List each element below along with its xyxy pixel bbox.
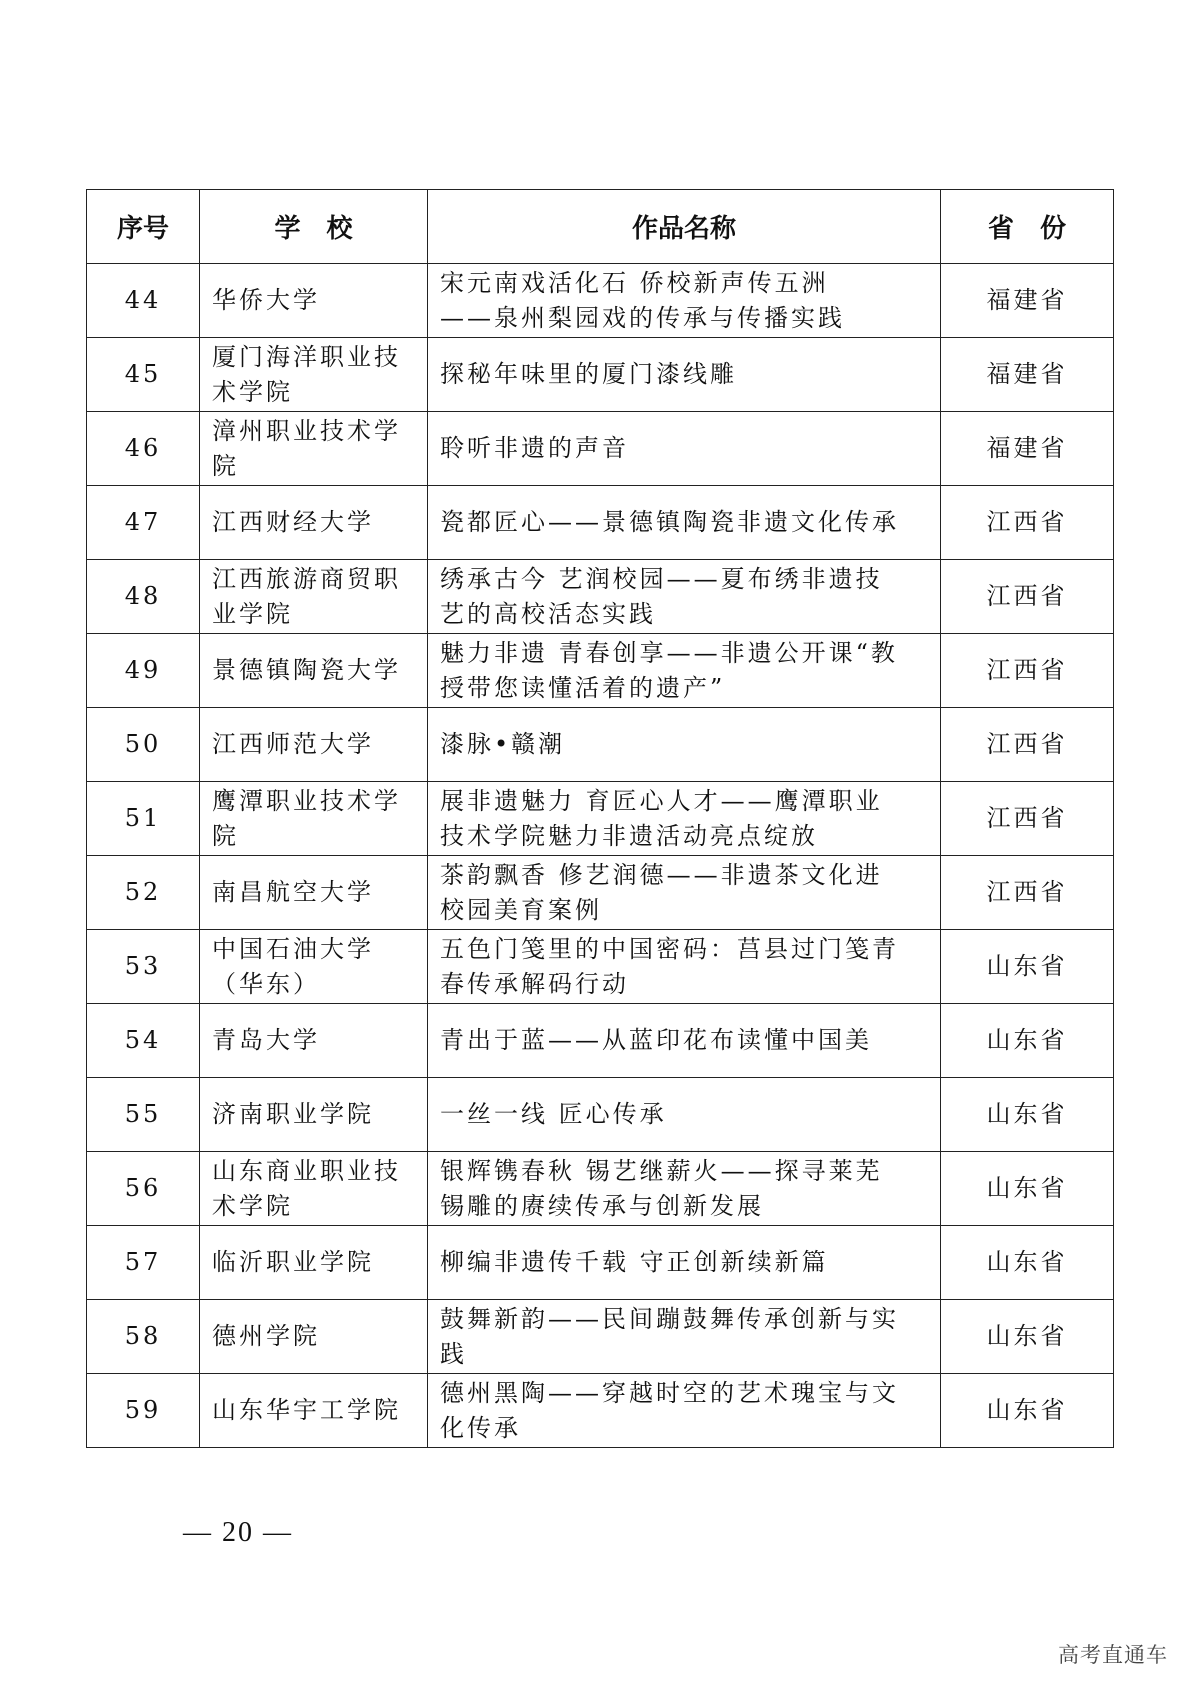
cell-school-line: （华东） xyxy=(212,969,320,998)
cell-title-line: ——泉州梨园戏的传承与传播实践 xyxy=(440,303,845,332)
table-row xyxy=(87,782,1114,856)
cell-no: 44 xyxy=(87,264,200,338)
cell-title xyxy=(428,338,941,412)
cell-title xyxy=(428,412,941,486)
cell-school-line: 院 xyxy=(212,451,239,480)
cell-no: 58 xyxy=(87,1300,200,1374)
cell-school-line: 江西旅游商贸职 xyxy=(212,564,401,593)
cell-school: 景德镇陶瓷大学 xyxy=(200,634,428,708)
cell-title xyxy=(428,1226,941,1300)
cell-title-line: 展非遗魅力 育匠心人才——鹰潭职业 xyxy=(440,786,883,815)
cell-title xyxy=(428,856,941,930)
cell-province: 江西省 xyxy=(941,708,1114,782)
table-body xyxy=(87,264,1114,1448)
cell-title-line: 五色门笺里的中国密码：莒县过门笺青 xyxy=(440,934,899,963)
table-row xyxy=(87,634,1114,708)
table-row xyxy=(87,1374,1114,1448)
cell-title-line: 技术学院魅力非遗活动亮点绽放 xyxy=(440,821,818,850)
cell-title-line: 柳编非遗传千载 守正创新续新篇 xyxy=(440,1248,829,1276)
cell-title-line: 春传承解码行动 xyxy=(440,969,629,998)
cell-no: 57 xyxy=(87,1226,200,1300)
cell-title xyxy=(428,560,941,634)
cell-province: 山东省 xyxy=(941,1152,1114,1226)
table-row xyxy=(87,930,1114,1004)
cell-title-line: 艺的高校活态实践 xyxy=(440,599,656,628)
watermark-text: 高考直通车 xyxy=(1058,1643,1168,1667)
cell-title-line: 锡雕的赓续传承与创新发展 xyxy=(440,1191,764,1220)
cell-title-line: 德州黑陶——穿越时空的艺术瑰宝与文 xyxy=(440,1378,899,1407)
cell-school-line: 院 xyxy=(212,821,239,850)
cell-title-line: 青出于蓝——从蓝印花布读懂中国美 xyxy=(440,1026,872,1054)
table-header xyxy=(87,190,1114,264)
cell-province: 江西省 xyxy=(941,634,1114,708)
cell-no: 49 xyxy=(87,634,200,708)
cell-school: 青岛大学 xyxy=(200,1004,428,1078)
page-number: — 20 — xyxy=(183,1517,293,1548)
cell-title xyxy=(428,1152,941,1226)
cell-school-line: 中国石油大学 xyxy=(212,934,374,963)
table-row xyxy=(87,264,1114,338)
cell-school xyxy=(200,930,428,1004)
cell-province: 江西省 xyxy=(941,560,1114,634)
cell-province: 山东省 xyxy=(941,1374,1114,1448)
header-school: 学 校 xyxy=(200,190,428,264)
cell-school xyxy=(200,412,428,486)
cell-no: 55 xyxy=(87,1078,200,1152)
table-row xyxy=(87,1004,1114,1078)
cell-no: 47 xyxy=(87,486,200,560)
cell-school: 山东华宇工学院 xyxy=(200,1374,428,1448)
cell-title xyxy=(428,782,941,856)
cell-province: 福建省 xyxy=(941,338,1114,412)
award-list-table xyxy=(86,189,1114,1448)
cell-title xyxy=(428,1078,941,1152)
cell-school: 临沂职业学院 xyxy=(200,1226,428,1300)
cell-title xyxy=(428,1004,941,1078)
cell-title-line: 化传承 xyxy=(440,1413,521,1442)
cell-school-line: 漳州职业技术学 xyxy=(212,416,401,445)
table-row xyxy=(87,1226,1114,1300)
cell-title xyxy=(428,1374,941,1448)
cell-school: 济南职业学院 xyxy=(200,1078,428,1152)
cell-province: 山东省 xyxy=(941,1300,1114,1374)
header-no: 序号 xyxy=(87,190,200,264)
cell-title-line: 魅力非遗 青春创享——非遗公开课“教 xyxy=(440,638,898,667)
cell-province: 福建省 xyxy=(941,412,1114,486)
cell-no: 46 xyxy=(87,412,200,486)
cell-province: 福建省 xyxy=(941,264,1114,338)
cell-title xyxy=(428,486,941,560)
cell-school-line: 术学院 xyxy=(212,377,293,406)
table-row xyxy=(87,708,1114,782)
cell-title-line: 银辉镌春秋 锡艺继薪火——探寻莱芜 xyxy=(440,1156,883,1185)
table-row xyxy=(87,486,1114,560)
cell-province: 江西省 xyxy=(941,486,1114,560)
cell-title-line: 漆脉•赣潮 xyxy=(440,730,566,758)
cell-no: 45 xyxy=(87,338,200,412)
table-row xyxy=(87,1078,1114,1152)
cell-no: 48 xyxy=(87,560,200,634)
cell-school: 江西师范大学 xyxy=(200,708,428,782)
cell-title-line: 瓷都匠心——景德镇陶瓷非遗文化传承 xyxy=(440,508,899,536)
cell-province: 山东省 xyxy=(941,1004,1114,1078)
table-row xyxy=(87,1300,1114,1374)
cell-province: 江西省 xyxy=(941,782,1114,856)
cell-title-line: 茶韵飘香 修艺润德——非遗茶文化进 xyxy=(440,860,883,889)
cell-no: 52 xyxy=(87,856,200,930)
cell-school-line: 鹰潭职业技术学 xyxy=(212,786,401,815)
cell-school: 南昌航空大学 xyxy=(200,856,428,930)
cell-school-line: 山东商业职业技 xyxy=(212,1156,401,1185)
cell-school-line: 术学院 xyxy=(212,1191,293,1220)
cell-no: 56 xyxy=(87,1152,200,1226)
cell-title xyxy=(428,264,941,338)
cell-no: 51 xyxy=(87,782,200,856)
cell-title-line: 一丝一线 匠心传承 xyxy=(440,1100,667,1128)
cell-no: 53 xyxy=(87,930,200,1004)
cell-title-line: 宋元南戏活化石 侨校新声传五洲 xyxy=(440,268,829,297)
cell-school: 华侨大学 xyxy=(200,264,428,338)
header-title: 作品名称 xyxy=(428,190,941,264)
cell-school: 德州学院 xyxy=(200,1300,428,1374)
cell-school-line: 业学院 xyxy=(212,599,293,628)
cell-title-line: 践 xyxy=(440,1339,467,1368)
cell-no: 54 xyxy=(87,1004,200,1078)
cell-school: 江西财经大学 xyxy=(200,486,428,560)
table-row xyxy=(87,560,1114,634)
cell-province: 山东省 xyxy=(941,930,1114,1004)
cell-title-line: 授带您读懂活着的遗产” xyxy=(440,673,726,702)
cell-school-line: 厦门海洋职业技 xyxy=(212,342,401,371)
cell-title-line: 鼓舞新韵——民间蹦鼓舞传承创新与实 xyxy=(440,1304,899,1333)
table-row xyxy=(87,1152,1114,1226)
cell-province: 江西省 xyxy=(941,856,1114,930)
cell-school xyxy=(200,560,428,634)
cell-province: 山东省 xyxy=(941,1078,1114,1152)
cell-title-line: 探秘年味里的厦门漆线雕 xyxy=(440,360,737,388)
cell-school xyxy=(200,782,428,856)
table-row xyxy=(87,338,1114,412)
cell-school xyxy=(200,1152,428,1226)
cell-no: 59 xyxy=(87,1374,200,1448)
cell-title-line: 聆听非遗的声音 xyxy=(440,434,629,462)
table-row xyxy=(87,412,1114,486)
header-row xyxy=(87,190,1114,264)
cell-title xyxy=(428,1300,941,1374)
header-province: 省 份 xyxy=(941,190,1114,264)
cell-title xyxy=(428,930,941,1004)
cell-title-line: 校园美育案例 xyxy=(440,895,602,924)
cell-title-line: 绣承古今 艺润校园——夏布绣非遗技 xyxy=(440,564,883,593)
table-row xyxy=(87,856,1114,930)
cell-title xyxy=(428,634,941,708)
cell-province: 山东省 xyxy=(941,1226,1114,1300)
cell-school xyxy=(200,338,428,412)
cell-no: 50 xyxy=(87,708,200,782)
cell-title xyxy=(428,708,941,782)
